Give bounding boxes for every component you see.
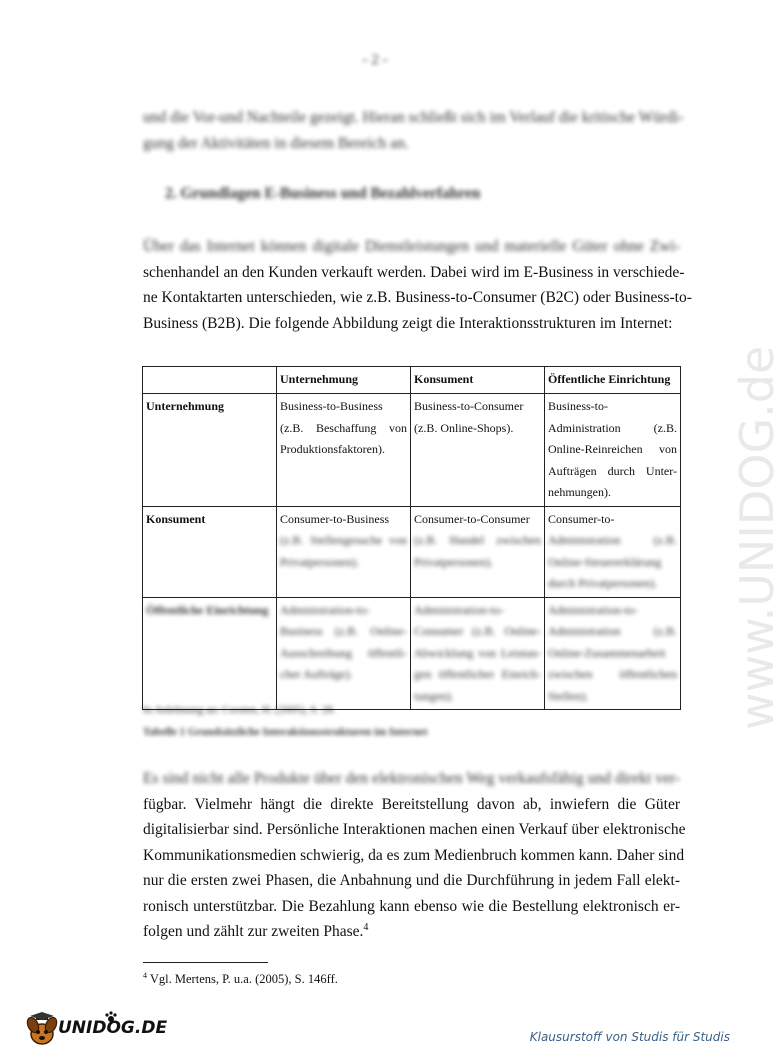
cell-line: cher Aufträge). xyxy=(280,667,353,681)
cell-line: (z.B. Stellengesuche von xyxy=(280,533,407,547)
footer-tagline: Klausurstoff von Studis für Studis xyxy=(529,1030,730,1044)
cell-line: Consumer-to-Business xyxy=(280,511,390,526)
cell-line: Business (z.B. Online- xyxy=(280,624,407,638)
text-line: Kommunikationsmedien schwierig, da es zum Medienbruch kommen kann. Daher sind xyxy=(143,846,685,864)
cell-line: Online-Reinreichen von xyxy=(548,442,677,456)
cell-line: Administration-to- xyxy=(548,602,638,617)
cell-line: Privatpersonen). xyxy=(414,554,493,569)
text-line: nur die ersten zwei Phasen, die Anbahnung und die Durchführung in jedem Fall elekt- xyxy=(143,872,680,889)
row-header-oeffentliche-einrichtung: Öffentliche Einrichtung xyxy=(143,597,277,710)
table-corner-cell xyxy=(143,367,277,394)
table-cell xyxy=(277,394,411,507)
text-line-content: folgen und zählt zur zweiten Phase. xyxy=(143,923,364,940)
table-cell xyxy=(277,506,411,597)
section-heading: 2. Grundlagen E-Business und Bezahlverfahren xyxy=(165,185,481,202)
footnote xyxy=(143,972,338,987)
cell-line: Consumer (z.B. Online- xyxy=(414,624,541,638)
text-line: ne Kontaktarten unterschieden, wie z.B. Business-to-Consumer (B2C) oder Business-to- xyxy=(143,289,692,306)
text-line: und die Vor-und Nachteile gezeigt. Hieran schließt sich im Verlauf die kritische Würdi- xyxy=(143,109,684,126)
cell-line: tungen). xyxy=(414,688,454,703)
intro-paragraph xyxy=(143,105,684,156)
cell-line: Ausschreibung öffentli- xyxy=(280,645,407,660)
text-line: Es sind nicht alle Produkte über den elektronischen Weg verkaufsfähig und direkt ver- xyxy=(143,770,680,787)
footnote-reference[interactable]: 4 xyxy=(363,921,369,933)
cell-line: (z.B. Beschaffung von xyxy=(280,420,407,435)
cell-line: Produktionsfaktoren). xyxy=(280,442,385,456)
text-line: Business (B2B). Die folgende Abbildung zeigt die Interaktionsstrukturen im Internet: xyxy=(143,314,673,332)
cell-line: Administration (z.B. xyxy=(548,533,677,547)
logo-text: UNIDOG.DE xyxy=(58,1018,168,1038)
interaction-table xyxy=(142,366,680,710)
col-header-oeffentliche-einrichtung: Öffentliche Einrichtung xyxy=(545,367,681,394)
table-row xyxy=(143,394,681,507)
cell-line: Abwicklung von Leistun- xyxy=(414,645,541,660)
cell-line: Privatpersonen). xyxy=(280,554,359,569)
cell-line: (z.B. Online-Shops). xyxy=(414,420,514,435)
cell-line: Business-to-Consumer xyxy=(414,399,524,413)
cell-line: Online-Zusammenarbeit xyxy=(548,645,666,660)
cell-line: nehmungen). xyxy=(548,485,611,499)
cell-line: Administration-to- xyxy=(414,602,504,617)
paragraph-2 xyxy=(143,766,686,945)
cell-line: (z.B. Handel zwischen xyxy=(414,533,541,547)
table-caption: Tabelle 1 Grundsätzliche Interaktionsstrukturen im Internet xyxy=(143,726,428,738)
cell-line: gen öffentlicher Einrich- xyxy=(414,667,541,681)
footnote-text: Vgl. Mertens, P. u.a. (2005), S. 146ff. xyxy=(147,972,338,986)
page-number: - 2 - xyxy=(362,52,388,68)
table-source: In Anlehnung an: Corsten, H. (2005), S. 28. xyxy=(143,704,336,716)
text-line: Über das Internet können digitale Dienstleistungen und materielle Güter ohne Zwi- xyxy=(143,238,680,255)
cell-line: durch Privatpersonen). xyxy=(548,576,658,590)
footnote-number: 4 xyxy=(143,970,147,980)
cell-line: Consumer-to- xyxy=(548,511,615,526)
text-line: digitalisierbar sind. Persönliche Interaktionen machen einen Verkauf über elektronische xyxy=(143,821,686,838)
cell-line: Administration (z.B. xyxy=(548,624,677,638)
text-line: gung der Aktivitäten in diesem Bereich an. xyxy=(143,134,409,152)
cell-line: Stellen). xyxy=(548,688,589,703)
footnote-divider xyxy=(143,962,268,963)
table-cell xyxy=(411,597,545,710)
table-row xyxy=(143,597,681,710)
paragraph-1 xyxy=(143,234,692,336)
table-cell xyxy=(545,506,681,597)
table-cell xyxy=(277,597,411,710)
table-cell xyxy=(411,506,545,597)
cell-line: Consumer-to-Consumer xyxy=(414,511,530,526)
cell-line: Administration-to- xyxy=(280,602,370,617)
cell-line: Administration (z.B. xyxy=(548,420,677,435)
table-cell xyxy=(545,394,681,507)
text-line: schenhandel an den Kunden verkauft werden. Dabei wird im E-Business in verschiede- xyxy=(143,263,685,281)
row-header-konsument: Konsument xyxy=(143,506,277,597)
cell-line: zwischen öffentlichen xyxy=(548,667,677,681)
watermark-text: www.UNIDOG.de xyxy=(730,345,784,730)
dog-icon xyxy=(22,1010,62,1050)
text-line xyxy=(143,919,680,945)
cell-line: Aufträgen durch Unter- xyxy=(548,463,677,478)
table-header-row xyxy=(143,367,681,394)
table-cell xyxy=(411,394,545,507)
text-line: ronisch unterstützbar. Die Bezahlung kann ebenso wie die Bestellung elektronisch er- xyxy=(143,897,680,915)
text-line: fügbar. Vielmehr hängt die direkte Bereitstellung davon ab, inwiefern die Güter xyxy=(143,795,680,813)
unidog-logo[interactable] xyxy=(22,1010,168,1050)
col-header-unternehmung: Unternehmung xyxy=(277,367,411,394)
cell-line: Online-Steuererklärung xyxy=(548,554,662,569)
table-cell xyxy=(545,597,681,710)
row-header-unternehmung: Unternehmung xyxy=(143,394,277,507)
cell-line: Business-to- xyxy=(548,399,608,413)
col-header-konsument: Konsument xyxy=(411,367,545,394)
table-row xyxy=(143,506,681,597)
cell-line: Business-to-Business xyxy=(280,399,383,413)
